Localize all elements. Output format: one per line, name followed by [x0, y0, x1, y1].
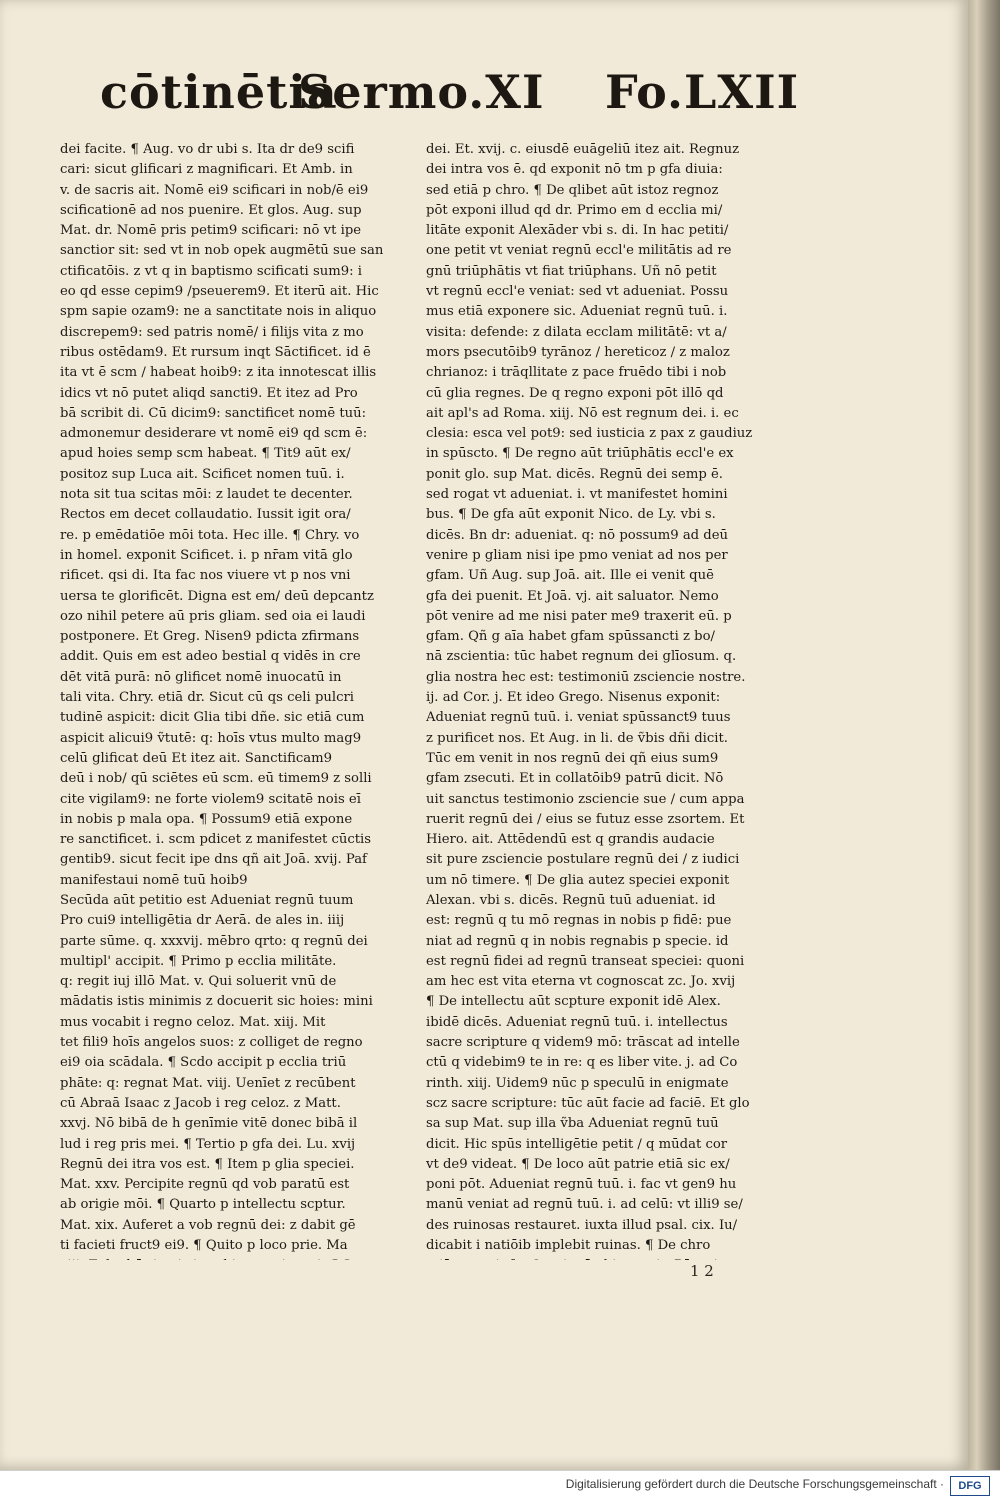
text-line: cari: sicut glificari z magnificari. Et Amb. in	[60, 162, 353, 178]
text-line	[60, 1256, 412, 1260]
digitization-footer	[0, 1470, 1000, 1500]
text-line: Pro cui9 intelligētia dr Aerā. de ales in. iiij	[60, 913, 345, 929]
text-line: sa sup Mat. sup illa ṽba Adueniat regnū tuū	[426, 1116, 719, 1132]
text-line: deū i nob/ qū sciētes eū scm. eū timem9 z solli	[60, 771, 372, 787]
text-line: cite vigilam9: ne forte violem9 scitatē nois eī	[60, 791, 361, 807]
text-line: sit pure zsciencie postulare regnū dei / z iudici	[426, 852, 740, 868]
text-line: ibidē dicēs. Adueniat regnū tuū. i. intellectus	[426, 1014, 728, 1030]
text-line: est regnū fidei ad regnū transeat speciei: quoni	[426, 953, 745, 969]
text-line: Regnū dei itra vos est. ¶ Item p glia speciei.	[60, 1156, 355, 1172]
signature-mark: 1 2	[690, 1262, 714, 1280]
text-line: sed rogat vt adueniat. i. vt manifestet homini	[426, 487, 728, 503]
text-line: vt regnū eccl'e veniat: sed vt adueniat. Possu	[426, 284, 729, 300]
text-line: dei. Et. xvij. c. eiusdē euāgeliū itez ait. Regnuz	[426, 142, 740, 157]
text-line: cū glia regnes. De q regno exponi pōt illō qd	[426, 385, 724, 401]
text-line: Tūc em venit in nos regnū dei qñ eius sum9	[426, 750, 719, 766]
text-line: manū veniat ad regnū tuū. i. ad celū: vt illi9 se/	[426, 1197, 743, 1213]
text-line: sacre scripture q videm9 mō: trāscat ad intelle	[426, 1035, 740, 1051]
header-sermon: Sermo.XI	[298, 65, 545, 119]
text-line: poni pōt. Adueniat regnū tuū. i. fac vt gen9 hu	[426, 1177, 737, 1193]
text-line: gfa dei puenit. Et Joā. vj. ait saluator. Nemo	[426, 588, 719, 604]
text-line: bā scribit di. Cū dicim9: sanctificet nomē tuū:	[60, 405, 367, 421]
text-line: ruerit regnū dei / eius se futuz esse zsortem. Et	[426, 811, 745, 827]
text-line: am hec est vita eterna vt cognoscat zc. Jo. xvij	[426, 974, 736, 990]
text-line: Alexan. vbi s. dicēs. Regnū tuū adueniat. id	[426, 892, 716, 908]
text-line: venire p gliam nisi ipe pmo veniat ad nos per	[426, 547, 728, 563]
text-line: dicit. Hic spūs intelligētie petit / q mūdat cor	[426, 1136, 728, 1152]
text-line: tudinē aspicit: dicit Glia tibi dñe. sic etiā cum	[60, 710, 365, 726]
text-line: in homel. exponit Scificet. i. p nr̄am vitā glo	[60, 547, 353, 563]
text-line: phāte: q: regnat Mat. viij. Uenīet z recūbent	[60, 1075, 356, 1091]
text-line: scz sacre scripture: tūc aūt facie ad faciē. Et glo	[426, 1095, 750, 1111]
text-line: manifestaui nomē tuū hoib9	[60, 872, 248, 888]
text-line: litāte exponit Alexāder vbi s. di. In hac petiti/	[426, 223, 729, 239]
running-header	[0, 62, 968, 132]
text-line: pōt exponi illud qd dr. Primo em d ecclia mi/	[426, 202, 723, 218]
text-line: gnū triūphātis vt fiat triūphans. Uñ nō petit	[426, 263, 717, 279]
text-line: Mat. xxv. Percipite regnū qd vob paratū est	[60, 1177, 350, 1193]
text-line: aspicit alicui9 ṽtutē: q: hoīs vtus multo mag9	[60, 730, 362, 746]
text-line: glia nostra hec est: testimoniū zsciencie nostre.	[426, 669, 746, 685]
text-line: clesia: esca vel pot9: sed iusticia z pax z gaudiuz	[426, 426, 753, 442]
text-line: v. de sacris ait. Nomē ei9 scificari in nob/ē ei9	[60, 182, 369, 198]
text-line: gfam zsecuti. Et in collatōib9 patrū dicit. Nō	[426, 771, 724, 787]
text-line: ait apl's ad Roma. xiij. Nō est regnum dei. i. ec	[426, 405, 739, 421]
text-line: ozo nihil petere aū pris gliam. sed oia ei laudi	[60, 608, 366, 624]
text-line: dei intra vos ē. qd exponit nō tm p gfa diuia:	[426, 162, 723, 178]
text-line: niat ad regnū q in nobis regnabis p specie. id	[426, 933, 729, 949]
text-column-right	[426, 140, 774, 1260]
text-line: mors psecutōib9 tyrānoz / hereticoz / z maloz	[426, 344, 730, 360]
text-line: tali vita. Chry. etiā dr. Sicut cū qs celi pulcri	[60, 690, 354, 706]
text-line: apud hoies semp scm habeat. ¶ Tit9 aūt ex/	[60, 446, 351, 462]
text-line: gfam. Qñ g aīa habet gfam spūssancti z bo/	[426, 629, 715, 645]
text-line: re sanctificet. i. scm pdicet z manifestet cūctis	[60, 832, 372, 848]
text-line: des ruinosas restauret. iuxta illud psal. cix. Iu/	[426, 1217, 738, 1233]
text-line: pōt venire ad me nisi pater me9 traxerit eū. p	[426, 608, 732, 624]
header-left: cōtinētia	[100, 65, 338, 119]
text-line: ij. ad Cor. j. Et ideo Grego. Nisenus exponit:	[426, 690, 721, 706]
text-line: ti facieti fruct9 ei9. ¶ Quito p loco prie. Ma	[60, 1238, 348, 1254]
text-line: chrianoz: i trāqllitate z pace fruēdo tibi i nob	[426, 365, 727, 381]
text-column-left	[60, 140, 412, 1260]
text-line: admonemur desiderare vt nomē ei9 qd scm ē:	[60, 426, 368, 442]
text-line: ponit glo. sup Mat. dicēs. Regnū dei semp ē.	[426, 466, 723, 482]
text-line: bus. ¶ De gfa aūt exponit Nico. de Ly. vbi s.	[426, 507, 716, 523]
text-line: dicabit i natiōib implebit ruinas. ¶ De chro	[426, 1238, 711, 1254]
text-line: in nobis p mala opa. ¶ Possum9 etiā expone	[60, 811, 353, 827]
header-folio: Fo.LXII	[605, 65, 800, 119]
text-line: ita vt ē scm / habeat hoib9: z ita innotescat illis	[60, 365, 377, 381]
text-line: Adueniat regnū tuū. i. veniat spūssanct9 tuus	[426, 710, 731, 726]
text-line: um nō timere. ¶ De glia autez speciei exponit	[426, 872, 730, 888]
text-line: in spūscto. ¶ De regno aūt triūphātis eccl'e ex	[426, 446, 734, 462]
text-line: nota sit tua scitas mōi: z laudet te decenter.	[60, 487, 353, 503]
text-line: est: regnū q tu mō regnas in nobis p fidē: pue	[426, 913, 732, 929]
text-line: celū glificat deū Et itez ait. Sanctificam9	[60, 750, 333, 766]
text-line: Hiero. ait. Attēdendū est q grandis audacie	[426, 832, 715, 848]
text-line: mus vocabit i regno celoz. Mat. xiij. Mit	[60, 1014, 326, 1030]
text-line: vt de9 videat. ¶ De loco aūt patrie etiā sic ex/	[426, 1156, 730, 1172]
text-line: dēt vitā purā: nō glificet nomē inuocatū in	[60, 669, 342, 685]
text-line: ctū q videbim9 te in re: q es liber vite. j. ad Co	[426, 1055, 738, 1071]
text-line: eo qd esse cepim9 /pseuerem9. Et iterū ait. Hic	[60, 284, 379, 300]
text-line: gfam. Uñ Aug. sup Joā. ait. Ille ei venit quē	[426, 568, 714, 584]
text-line: gentib9. sicut fecit ipe dns qñ ait Joā. xvij. Paf	[60, 852, 367, 868]
text-line	[426, 1256, 774, 1260]
text-line: visita: defende: z dilata ecclam militātē: vt a/	[426, 324, 727, 340]
text-line: nā zscientia: tūc habet regnum dei glīosum. q.	[426, 649, 737, 665]
text-line: z purificet nos. Et Aug. in li. de ṽbis dñi dicit.	[426, 730, 728, 746]
text-line: re. p emēdatiōe mōi tota. Hec ille. ¶ Chry. vo	[60, 527, 360, 543]
text-line: Rectos em decet collaudatio. Iussit igit ora/	[60, 507, 351, 523]
text-line: sed etiā p chro. ¶ De qlibet aūt istoz regnoz	[426, 182, 719, 198]
text-line: Secūda aūt petitio est Adueniat regnū tuum	[60, 892, 354, 908]
text-line: mādatis istis minimis z docuerit sic hoies: mini	[60, 994, 373, 1010]
text-line: scificationē ad nos puenire. Et glos. Aug. sup	[60, 202, 362, 218]
text-line: tet fili9 hoīs angelos suos: z colliget de regno	[60, 1035, 363, 1051]
text-line: addit. Quis em est adeo bestial q vidēs in cre	[60, 649, 361, 665]
funding-note: Digitalisierung gefördert durch die Deutsche Forschungsgemeinschaft ·	[565, 1477, 944, 1491]
text-line: ribus ostēdam9. Et rursum inqt Sāctificet. id ē	[60, 344, 371, 360]
text-line: q: regit iuj illō Mat. v. Qui soluerit vnū de	[60, 974, 337, 990]
text-line: positoz sup Luca ait. Scificet nomen tuū. i.	[60, 466, 345, 482]
text-line: ¶ De intellectu aūt scpture exponit idē Alex.	[426, 994, 721, 1010]
text-line: dicēs. Bn dr: adueniat. q: nō possum9 ad deū	[426, 527, 729, 543]
text-line: cū Abraā Isaac z Jacob i reg celoz. z Matt.	[60, 1095, 341, 1111]
text-line: idics vt nō putet aliqd sancti9. Et itez ad Pro	[60, 385, 358, 401]
text-line: uersa te glorificēt. Digna est em/ deū depcantz	[60, 588, 374, 604]
text-line: rinth. xiij. Uidem9 nūc p speculū in enigmate	[426, 1075, 729, 1091]
text-line: one petit vt veniat regnū eccl'e militātis ad re	[426, 243, 732, 259]
text-line: spm sapie ozam9: ne a sanctitate nois in aliquo	[60, 304, 377, 320]
text-line: sanctior sit: sed vt in nob opek augmētū sue san	[60, 243, 384, 259]
text-line: ctificatōis. z vt q in baptismo scificati sum9: i	[60, 263, 362, 279]
text-line: mus etiā exponere sic. Adueniat regnū tuū. i.	[426, 304, 728, 320]
text-line: Mat. dr. Nomē pris petim9 scificari: nō vt ipe	[60, 223, 362, 239]
text-line: dei facite. ¶ Aug. vo dr ubi s. Ita dr de9 scifi	[60, 142, 355, 157]
text-line: discrepem9: sed patris nomē/ i filijs vita z mo	[60, 324, 364, 340]
text-line: postponere. Et Greg. Nisen9 pdicta zfirmans	[60, 629, 360, 645]
text-line: ab origie mōi. ¶ Quarto p intellectu scptur.	[60, 1197, 346, 1213]
text-line: rificet. qsi di. Ita fac nos viuere vt p nos vni	[60, 568, 351, 584]
text-line: parte sūme. q. xxxvij. mēbro qrto: q regnū dei	[60, 933, 368, 949]
text-line: ei9 oia scādala. ¶ Scdo accipit p ecclia triū	[60, 1055, 347, 1071]
dfg-logo: DFG	[950, 1476, 990, 1496]
text-line: lud i reg pris mei. ¶ Tertio p gfa dei. Lu. xvij	[60, 1136, 356, 1152]
text-line: Mat. xix. Auferet a vob regnū dei: z dabit gē	[60, 1217, 356, 1233]
text-line: xxvj. Nō bibā de h genīmie vitē donec bibā il	[60, 1116, 358, 1132]
text-line: multipl' accipit. ¶ Primo p ecclia militāte.	[60, 953, 337, 969]
text-line: uit sanctus testimonio zsciencie sue / cum appa	[426, 791, 745, 807]
